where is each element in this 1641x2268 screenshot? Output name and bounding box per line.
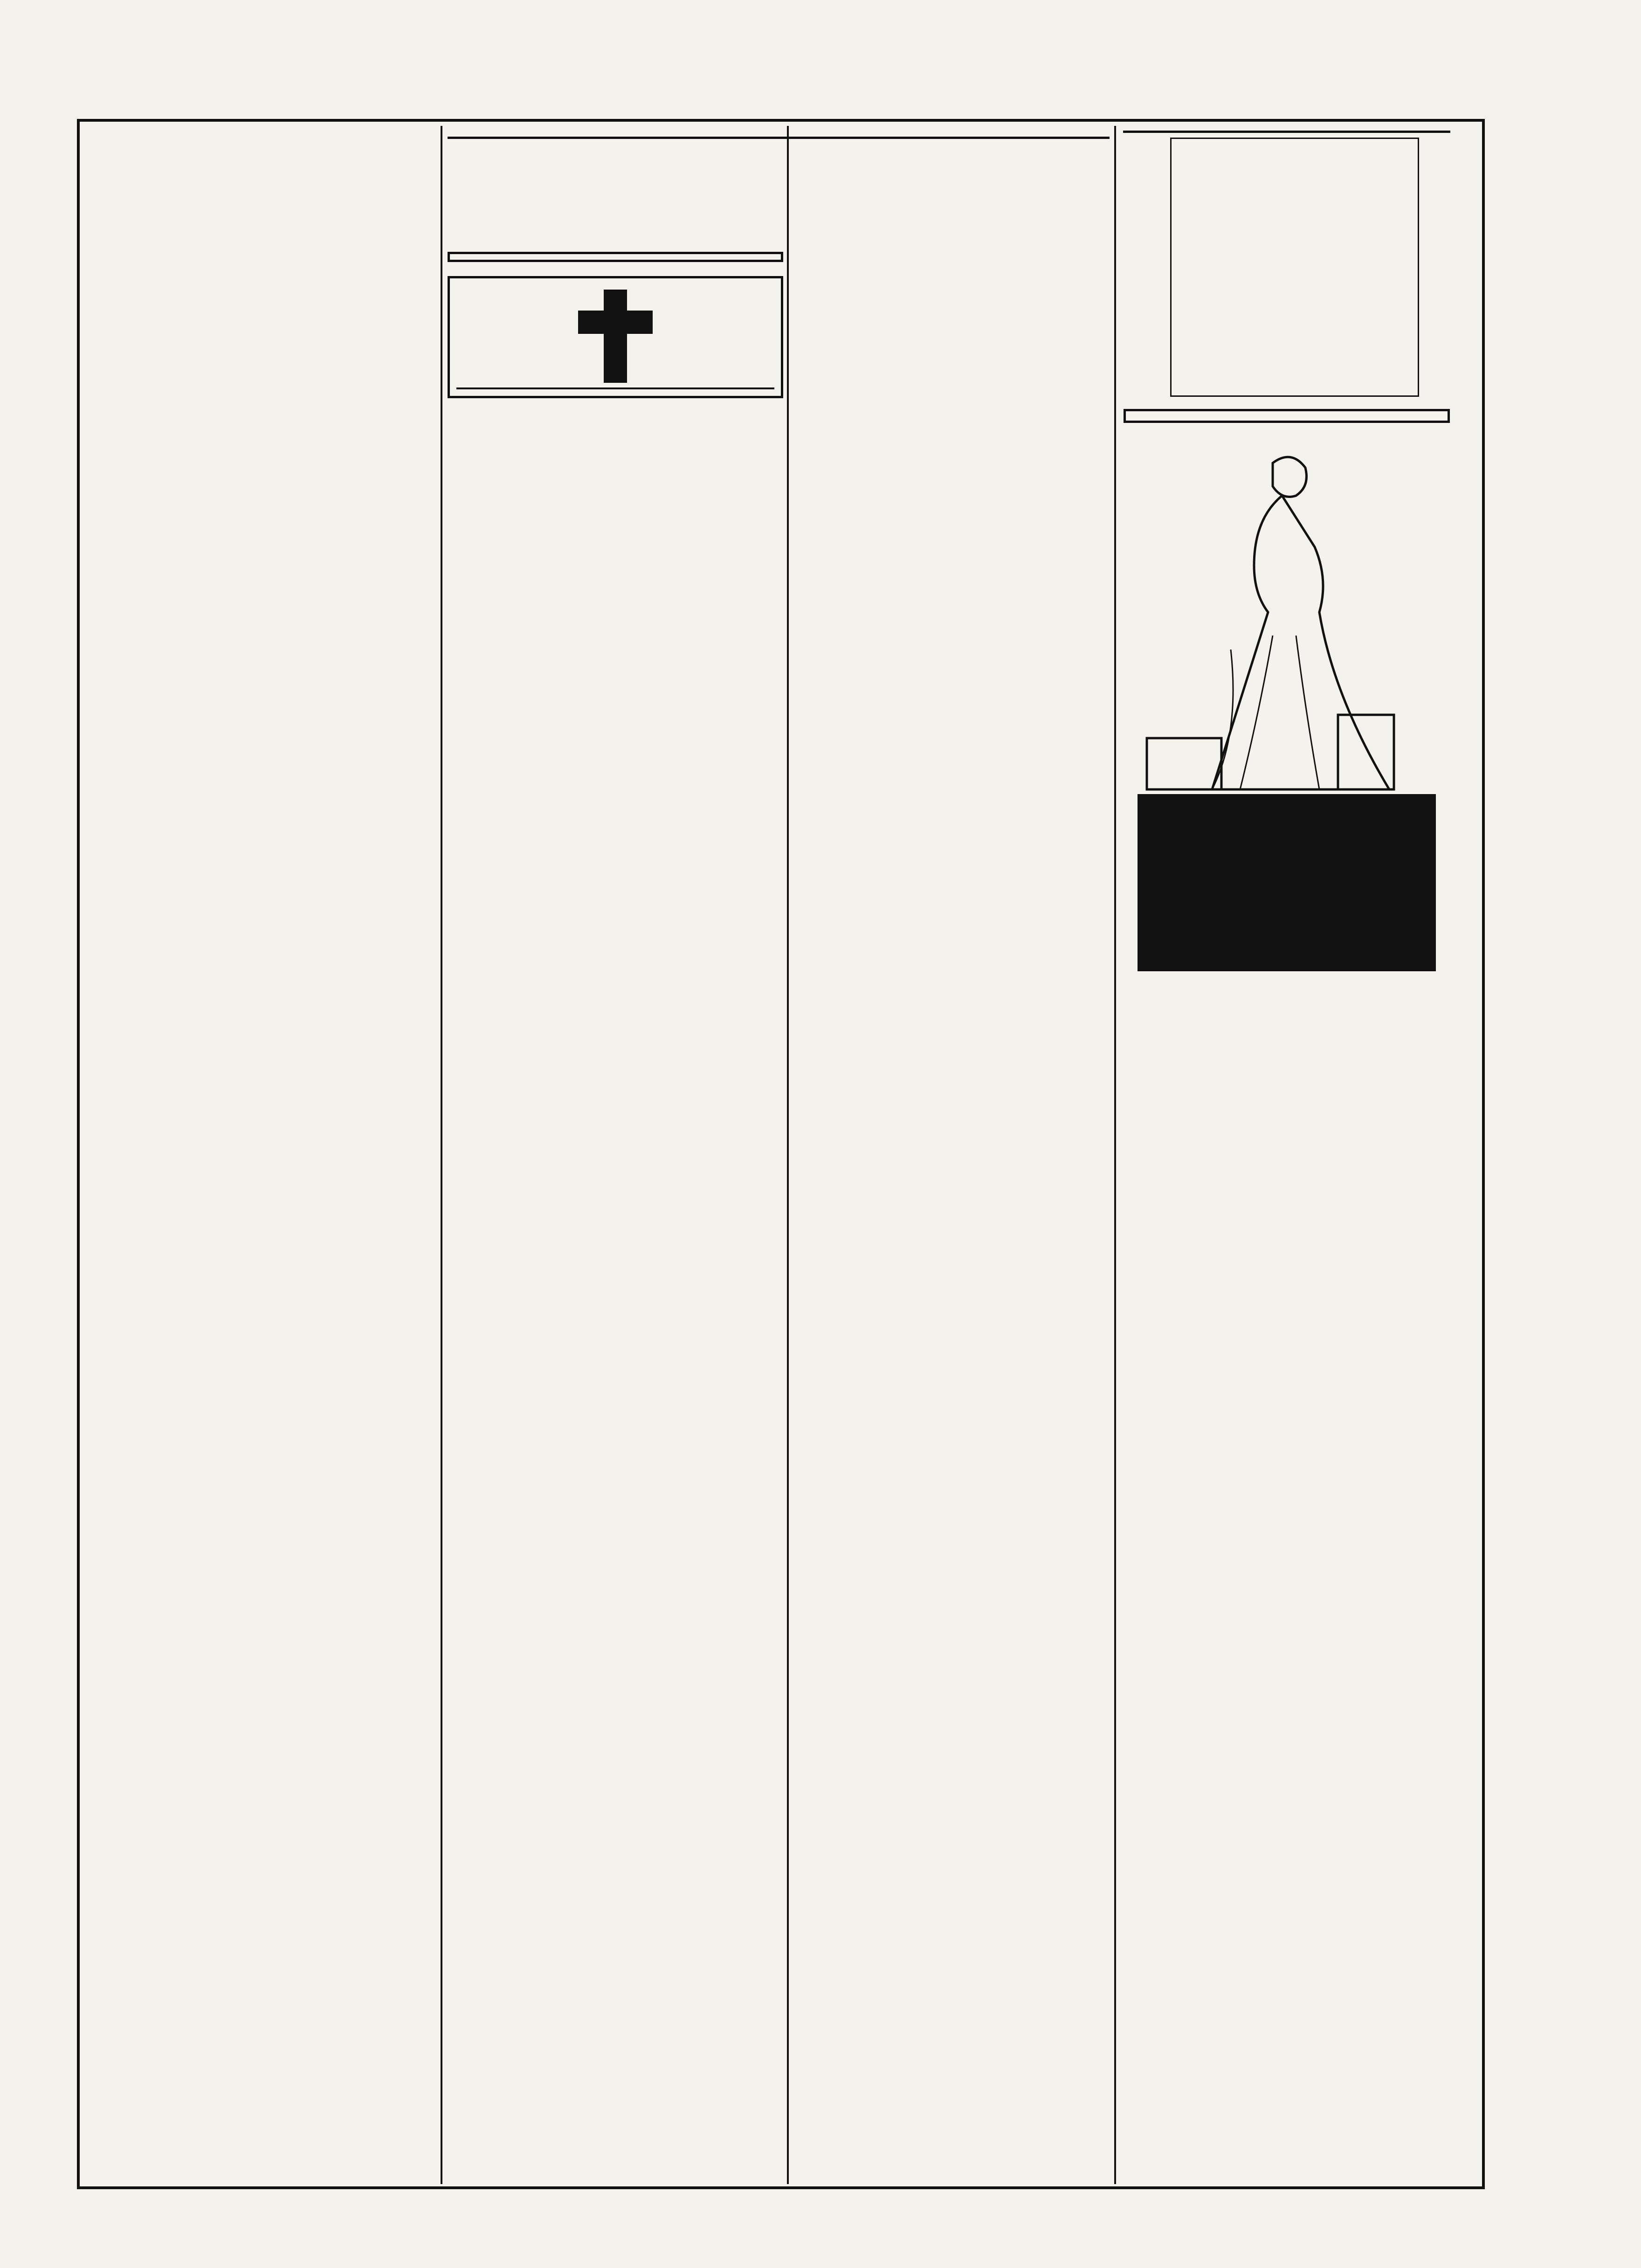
column-tauromaquia [86, 126, 434, 2184]
funeral-agency [456, 387, 774, 389]
section-title-palavras-cruzadas [1123, 131, 1450, 133]
column-sports-left [448, 242, 783, 2184]
rainha-da-hungria-advertisement [1119, 435, 1455, 971]
rainha-banner [1138, 794, 1436, 971]
column-palavras-cruzadas [1119, 126, 1455, 2184]
woman-illustration [1119, 435, 1455, 799]
crossword-row-numbers [1138, 138, 1170, 397]
ad-brand [1138, 794, 1436, 813]
crossword-grid [1170, 138, 1419, 397]
section-title-vida-religiosa [448, 252, 783, 262]
crossword-puzzle [1138, 138, 1436, 397]
column-rule [441, 126, 442, 2184]
obituary-box [448, 276, 783, 398]
column-sports-right [793, 242, 1110, 2184]
saldos-advertisement [1124, 409, 1450, 423]
ad-tagline [1138, 813, 1436, 822]
masthead [93, 42, 1562, 98]
cross-icon [578, 290, 653, 383]
section-title-vida-desportiva [448, 133, 1110, 139]
column-rule [1114, 126, 1116, 2184]
